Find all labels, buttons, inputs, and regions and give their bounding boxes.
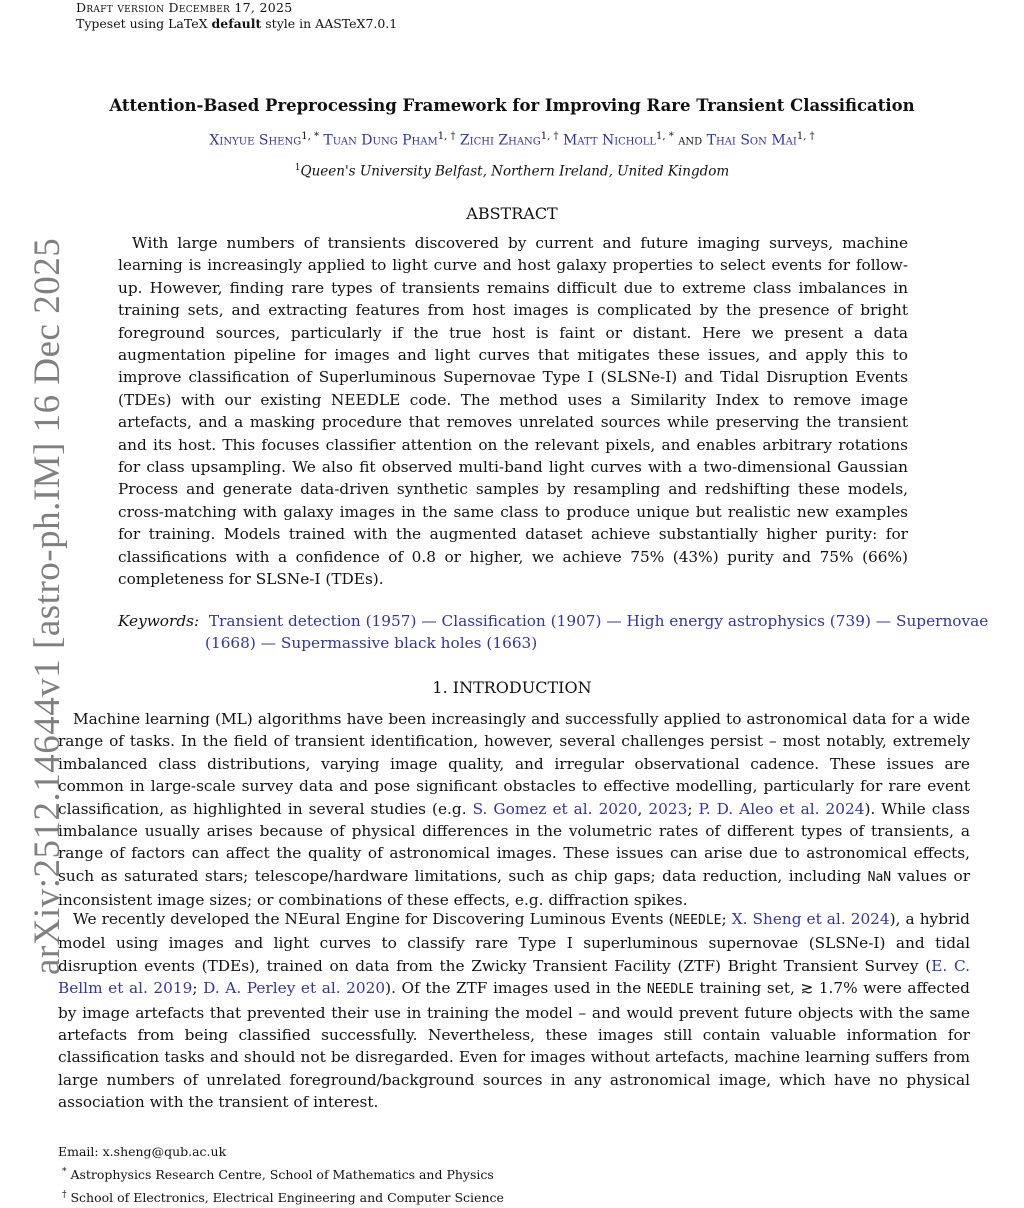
citation-link[interactable]: S. Gomez et al. 2020 — [472, 799, 638, 818]
intro-paragraph-1: Machine learning (ML) algorithms have been increasingly and successfully applied to astronomical data for a wide range of tasks. In the field of transient identification, however, several challenges persist – most notably, extremely imbalanced class distributions, varying image quality, and irregular observational cadence. These issues are common in large-scale survey data and pose significant obstacles to effective modelling, particularly for rare event classification, as highlighted in several studies (e.g. S. Gomez et al. 2020, 2023; P. D. Aleo et al. 2024). While class imbalance usually arises because of physical differences in the volumetric rates of different types of transients, a range of factors can affect the quality of astronomical images. These issues can arise due to astronomical effects, such as saturated stars; telescope/hardware limitations, such as chip gaps; data reduction, including NaN values or inconsistent image sizes; or combinations of these effects, e.g. diffraction spikes. — [58, 710, 971, 910]
arxiv-side-stamp: arXiv:2512.14644v1 [astro-ph.IM] 16 Dec 2025 — [27, 237, 68, 975]
author-list: Xinyue Sheng$^{1, *}$ Tuan Dung Pham$^{1, \dagger}$ Zichi Zhang$^{1, \dagger}$ Matt Nicholl$^{1, *}$ and Thai Son Mai$^{1, \dagger}$ — [209, 131, 815, 149]
keyword-link[interactable]: Supermassive black holes (1663) — [280, 634, 538, 653]
author-link[interactable]: Matt Nicholl — [562, 132, 657, 149]
citation-link[interactable]: D. A. Perley et al. 2020 — [203, 979, 386, 998]
running-header — [76, 0, 397, 32]
abstract-text: With large numbers of transients discovered by current and future imaging surveys, machine learning is increasingly applied to light curve and host galaxy properties to select events for follow-up. However, finding rare types of transients remains difficult due to extreme class imbalances in training sets, and extracting features from host images is complicated by the presence of bright foreground sources, particularly if the true host is faint or distant. Here we present a data augmentation pipeline for images and light curves that mitigates these issues, and apply this to improve classification of Superluminous Supernovae Type I (SLSNe-I) and Tidal Disruption Events (TDEs) with our existing NEEDLE code. The method uses a Similarity Index to remove image artefacts, and a masking procedure that removes unrelated sources while preserving the transient and its host. This focuses classifier attention on the relevant pixels, and enables arbitrary rotations for class upsampling. We also fit observed multi-band light curves with a two-dimensional Gaussian Process and generate data-driven synthetic samples by resampling and redshifting these models, cross-matching with galaxy images in the same class to produce unique but realistic new examples for training. Models trained with the augmented dataset achieve substantially higher purity: for classifications with a confidence of 0.8 or higher, we achieve 75% (43%) purity and 75% (66%) completeness for SLSNe-I (TDEs). — [118, 234, 908, 589]
keyword-link[interactable]: Classification (1907) — [441, 612, 602, 630]
keywords: Keywords: Transient detection (1957) — Classification (1907) — High energy astrophysics (739) — Supernovae (1668) — Supermassive black holes (1663) — [118, 612, 989, 653]
footnote-star: * Astrophysics Research Centre, School of Mathematics and Physics — [61, 1167, 494, 1183]
inline-code: NaN — [867, 869, 892, 885]
intro-paragraph-2: We recently developed the NEural Engine for Discovering Luminous Events (NEEDLE; X. Sheng et al. 2024), a hybrid model using images and light curves to classify rare Type I superluminous supernovae (SLSNe-I) and tidal disruption events (TDEs), trained on data from the Zwicky Transient Facility (ZTF) Bright Transient Survey (E. C. Bellm et al. 2019; D. A. Perley et al. 2020). Of the ZTF images used in the NEEDLE training set, ≳ 1.7% were affected by image artefacts that prevented their use in training the model – and would prevent future objects with the same artefacts from being classified successfully. Nevertheless, these images still contain valuable information for classification tasks and should not be disregarded. Even for images without artefacts, machine learning suffers from large numbers of unrelated foreground/background sources in any astronomical image, which have no physical association with the transient of interest. — [58, 910, 970, 1112]
author-link[interactable]: Thai Son Mai — [706, 132, 797, 149]
citation-link[interactable]: E. C. Bellm et al. 2019 — [58, 956, 970, 998]
keyword-link[interactable]: Supernovae (1668) — [205, 612, 989, 653]
footnote-dagger: † School of Electronics, Electrical Engineering and Computer Science — [61, 1190, 504, 1206]
author-link[interactable]: Tuan Dung Pham — [323, 132, 438, 149]
typeset-line: Typeset using LaTeX default style in AASTeX7.0.1 — [76, 16, 398, 31]
author-link[interactable]: Zichi Zhang — [459, 132, 541, 149]
footnotes — [58, 1142, 504, 1208]
inline-code: NEEDLE — [674, 913, 722, 928]
paper-title: Attention-Based Preprocessing Framework for Improving Rare Transient Classification — [109, 96, 915, 115]
abstract-heading: ABSTRACT — [466, 204, 558, 223]
inline-code: NEEDLE — [646, 982, 694, 998]
keyword-link[interactable]: Transient detection (1957) — [208, 612, 417, 630]
citation-link[interactable]: 2023 — [648, 799, 688, 818]
citation-link[interactable]: X. Sheng et al. 2024 — [731, 910, 890, 928]
affiliation: $^1$Queen's University Belfast, Northern Ireland, United Kingdom — [294, 163, 730, 180]
draft-version: Draft version December 17, 2025 — [76, 0, 293, 15]
keywords-label: Keywords: — [118, 612, 200, 630]
keyword-link[interactable]: High energy astrophysics (739) — [626, 612, 871, 630]
email-link[interactable]: x.sheng@qub.ac.uk — [102, 1144, 227, 1159]
author-conjunction: and — [678, 132, 703, 149]
footnote-email: Email: x.sheng@qub.ac.uk — [58, 1144, 227, 1159]
author-link[interactable]: Xinyue Sheng — [209, 132, 302, 149]
section-heading: 1. INTRODUCTION — [432, 678, 592, 697]
citation-link[interactable]: P. D. Aleo et al. 2024 — [698, 799, 865, 818]
